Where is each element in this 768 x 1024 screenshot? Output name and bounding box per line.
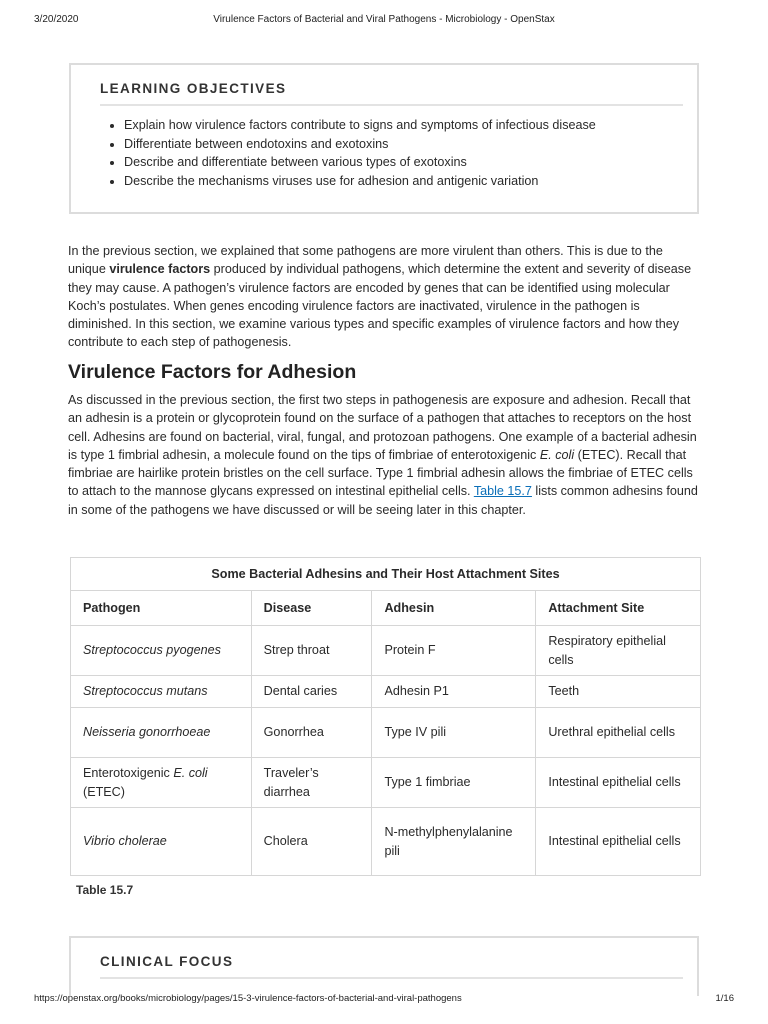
- adhesion-text: As discussed in the previous section, the first two steps in pathogenesis are exposure and adhesion. Recall that an adhesin is a protein or glycoprotein found on the surface of a pathogen that attaches to receptors on the host cell. Adhesins are found on bacterial, viral, fungal, and protozoan pathogens. One example of a bacterial adhesin is type 1 fimbrial adhesin, a molecule found on the tips of fimbriae of enterotoxigenic: [68, 393, 697, 462]
- section-heading: Virulence Factors for Adhesion: [68, 361, 357, 383]
- list-item: • Explain how virulence factors contribute to signs and symptoms of infectious disease: [124, 116, 697, 135]
- table-row: [71, 626, 701, 676]
- pathogen-cell: [71, 758, 252, 808]
- key-term-virulence-factors: virulence factors: [109, 262, 211, 277]
- adhesin-cell: Type 1 fimbriae: [372, 758, 536, 808]
- disease-cell: Gonorrhea: [251, 708, 372, 758]
- intro-text-continued: produced by individual pathogens, which determine the extent and severity of disease they may cause. A pathogen’s virulence factors are encoded by genes that can be identified using molecular Koch’s postulates. When genes encoding virulence factors are inactivated, virulence in the pathogen is diminished. In this section, we examine various types and specific examples of virulence factors and how they contribute to each step of pathogenesis.: [68, 262, 692, 350]
- table-row: [71, 676, 701, 708]
- column-header: Disease: [251, 591, 372, 626]
- table-row: [71, 758, 701, 808]
- clinical-focus-title: CLINICAL FOCUS: [100, 954, 683, 979]
- attachment-site-cell: Teeth: [536, 676, 701, 708]
- list-item: • Describe the mechanisms viruses use for adhesion and antigenic variation: [124, 172, 697, 191]
- list-item: • Describe and differentiate between various types of exotoxins: [124, 153, 697, 172]
- attachment-site-cell: Respiratory epithelial cells: [536, 626, 701, 676]
- adhesion-text-end: lists common adhesins found in some of the pathogens we have discussed or will be seeing later in this chapter.: [68, 484, 698, 517]
- attachment-site-cell: Intestinal epithelial cells: [536, 808, 701, 876]
- pathogen-cell: Streptococcus pyogenes: [71, 626, 252, 676]
- adhesins-table: [70, 557, 701, 876]
- adhesin-cell: N-methylphenylalanine pili: [372, 808, 536, 876]
- adhesin-cell: Type IV pili: [372, 708, 536, 758]
- table-row: [71, 708, 701, 758]
- list-item: • Differentiate between endotoxins and exotoxins: [124, 135, 697, 154]
- disease-cell: Dental caries: [251, 676, 372, 708]
- pathogen-cell: Neisseria gonorrhoeae: [71, 708, 252, 758]
- adhesion-paragraph: [68, 391, 704, 519]
- print-footer: [34, 993, 734, 1009]
- pathogen-text: Enterotoxigenic: [83, 766, 174, 780]
- intro-paragraph: [68, 242, 704, 352]
- pathogen-cell: Vibrio cholerae: [71, 808, 252, 876]
- intro-text: In the previous section, we explained that some pathogens are more virulent than others. This is due to the unique: [68, 244, 663, 277]
- learning-objectives-title: LEARNING OBJECTIVES: [100, 81, 683, 106]
- learning-objectives-list: [124, 116, 697, 190]
- print-header: [34, 14, 734, 30]
- table-header-row: [71, 591, 701, 626]
- column-header: Pathogen: [71, 591, 252, 626]
- pathogen-cell: Streptococcus mutans: [71, 676, 252, 708]
- table-label: Table 15.7: [76, 883, 134, 897]
- disease-cell: Strep throat: [251, 626, 372, 676]
- print-url: https://openstax.org/books/microbiology/pages/15-3-virulence-factors-of-bacterial-and-viral-pathogens: [34, 993, 462, 1004]
- adhesion-text-continued: (ETEC). Recall that fimbriae are hairlike protein bristles on the cell surface. Type 1 fimbrial adhesin allows the fimbriae of ETEC cells to attach to the mannose glycans expressed on intestinal epithelial cells.: [68, 447, 693, 499]
- column-header: Adhesin: [372, 591, 536, 626]
- learning-objectives-box: [69, 63, 699, 214]
- disease-cell: Cholera: [251, 808, 372, 876]
- table-caption: Some Bacterial Adhesins and Their Host Attachment Sites: [71, 558, 701, 591]
- disease-cell: Traveler’s diarrhea: [251, 758, 372, 808]
- attachment-site-cell: Urethral epithelial cells: [536, 708, 701, 758]
- print-date: 3/20/2020: [34, 14, 79, 25]
- column-header: Attachment Site: [536, 591, 701, 626]
- species-name: E. coli: [539, 447, 575, 462]
- clinical-focus-box: [69, 936, 699, 996]
- adhesin-cell: Adhesin P1: [372, 676, 536, 708]
- page-number: 1/16: [715, 993, 734, 1004]
- pathogen-text: (ETEC): [83, 784, 125, 799]
- attachment-site-cell: Intestinal epithelial cells: [536, 758, 701, 808]
- table-row: [71, 808, 701, 876]
- adhesin-cell: Protein F: [372, 626, 536, 676]
- table-15-7-link[interactable]: Table 15.7: [473, 484, 532, 499]
- print-page-title: Virulence Factors of Bacterial and Viral Pathogens - Microbiology - OpenStax: [213, 14, 555, 25]
- species-name: E. coli: [173, 766, 208, 780]
